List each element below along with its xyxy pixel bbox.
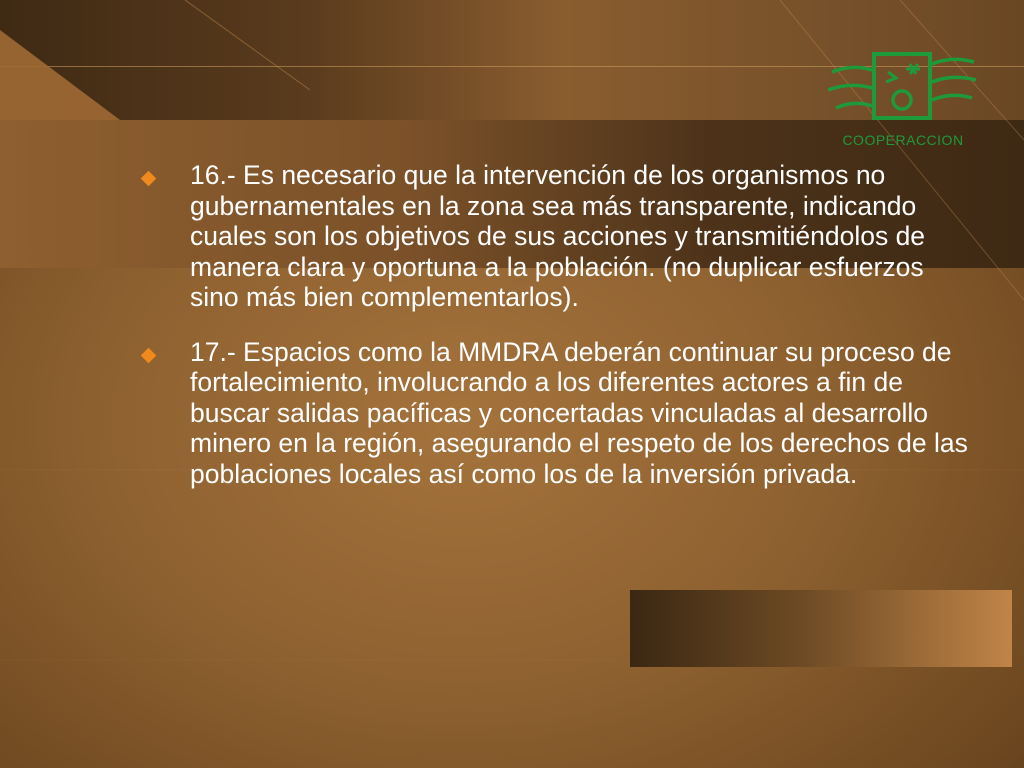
cooperaccion-logo — [828, 50, 978, 158]
diamond-bullet-icon — [141, 171, 157, 187]
diamond-bullet-icon — [141, 347, 157, 363]
bullet-text: 16.- Es necesario que la intervención de los organismos no gubernamentales en la zona sea más transparente, indicando cuales son los objetivos de sus acciones y transmitiéndolos de manera clara y oportuna a la población. (no duplicar esfuerzos sino más bien complementarlos). — [190, 160, 926, 312]
diagonal-line — [185, 0, 310, 90]
cooperaccion-logo-icon — [828, 50, 978, 132]
bullet-list — [140, 160, 970, 513]
logo-wordmark: COOPERACCION — [842, 132, 964, 148]
bullet-text: 17.- Espacios como la MMDRA deberán continuar su proceso de fortalecimiento, involucrando a los diferentes actores a fin de buscar salidas pacíficas y concertadas vinculadas al desarrollo minero en la región, asegurando el respeto de los derechos de las poblaciones locales así como los de la inversión privada. — [190, 336, 968, 489]
corner-triangle — [0, 30, 120, 120]
list-item — [140, 160, 970, 313]
list-item — [140, 337, 970, 490]
